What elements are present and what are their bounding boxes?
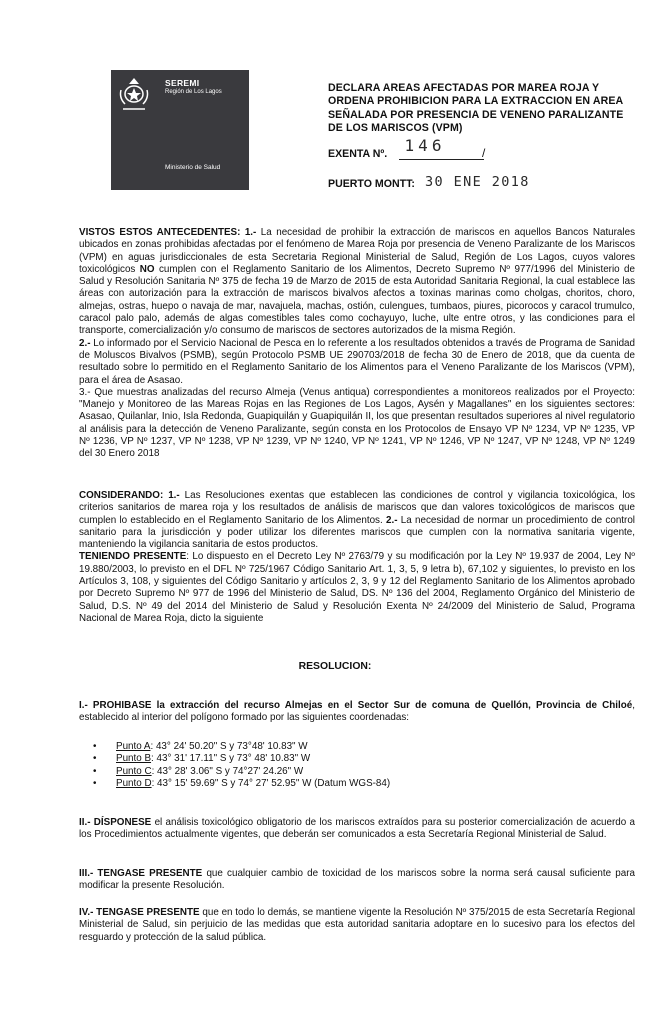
article-i-heading: I.- PROHIBASE la extracción del recurso Almejas en el Sector Sur de comuna de Quellón, Provincia de Chiloé bbox=[79, 700, 633, 711]
exenta-number: 146 bbox=[404, 136, 446, 155]
point-coords: : 43° 15' 59.69" S y 74° 27' 52.95" W (Datum WGS-84) bbox=[151, 777, 391, 789]
article-ii-text: el análisis toxicológico obligatorio de los mariscos extraídos para su posterior comercialización de acuerdo a los Procedimientos actualmente vigentes, que deberán ser comunicados a esta Secretaría Regional Ministerial de Salud. bbox=[79, 817, 635, 841]
article-iii-text: que cualquier cambio de toxicidad de los mariscos sobre la norma será causal suficiente para modificar la presente Resolución. bbox=[79, 868, 635, 892]
vistos-p2-number: 2.- bbox=[79, 337, 91, 349]
teniendo-text: : Lo dispuesto en el Decreto Ley Nº 2763/79 y su modificación por la Ley Nº 19.937 de 2004, Ley Nº 19.880/2003, lo previsto en el DFL Nº 725/1967 Código Sanitario Art. 1, 3, 5, 9 letra b), 67,102 y siguientes, lo previsto en los Artículos 3, 108, y siguientes del Código Sanitario y artículos 2, 3, 9 y 12 del Reglamento Sanitario de los Alimentos aprobado por Decreto Supremo Nº 977 de 1996 del Ministerio de Salud, DS. Nº 136 del 2004, Reglamento Orgánico del Ministerio de Salud, D.S. Nº 49 del 2014 del Ministerio de Salud y Resolución Exenta Nº 24/2009 del Ministerio de Salud, Programa Nacional de Marea Roja, dicto la siguiente bbox=[79, 551, 635, 624]
place-label: PUERTO MONTT: bbox=[328, 178, 415, 190]
vistos-section bbox=[79, 227, 635, 461]
considerando-section bbox=[79, 490, 635, 625]
point-coords: : 43° 24' 50.20" S y 73°48' 10.83" W bbox=[150, 741, 308, 752]
logo-ministerio-text: Ministerio de Salud bbox=[165, 164, 221, 171]
vistos-paragraph-1 bbox=[79, 227, 635, 338]
vistos-heading: VISTOS ESTOS ANTECEDENTES: 1.- bbox=[79, 227, 257, 238]
point-name: Punto D bbox=[116, 777, 152, 789]
considerando-text-b: La necesidad de normar un procedimiento de control sanitario para la jurisdicción y poder utilizar los diferentes mariscos que cumplen con la normativa sanitaria vigente, manteniendo la vigilancia sanitaria de estos productos. bbox=[79, 514, 635, 551]
point-name: Punto B bbox=[116, 753, 152, 765]
considerando-text-a: Las Resoluciones exentas que establecen las condiciones de control y vigilancia toxicológica, los criterios sanitarios de marea roja y los resultados de análisis de mariscos que dan valores toxicológicos de mariscos que cumplen lo establecido en el Reglamento Sanitario de los Alimentos. bbox=[79, 490, 635, 526]
list-item bbox=[79, 741, 390, 753]
point-coords: : 43° 28' 3.06" S y 74°27' 24.26" W bbox=[151, 765, 304, 777]
exenta-slash: / bbox=[482, 146, 486, 160]
exenta-label: EXENTA Nº. bbox=[328, 148, 388, 160]
coat-of-arms-icon bbox=[117, 76, 151, 114]
exenta-number-field bbox=[328, 137, 628, 165]
article-ii bbox=[79, 817, 635, 842]
vistos-paragraph-2 bbox=[79, 338, 635, 387]
article-iii bbox=[79, 868, 635, 893]
article-iv-text: que en todo lo demás, se mantiene vigente la Resolución Nº 375/2015 de esta Secretaría Regional Ministerial de Salud, sin perjuicio de las medidas que esta autoridad sanitaria adoptare en lo sucesivo para los efectos del resguardo y protección de la salud pública. bbox=[79, 907, 636, 943]
considerando-paragraph bbox=[79, 490, 635, 551]
article-i-text: , establecido al interior del polígono formado por las siguientes coordenadas: bbox=[79, 700, 635, 724]
teniendo-heading: TENIENDO PRESENTE bbox=[79, 551, 187, 563]
seremi-logo bbox=[111, 70, 249, 190]
date-stamp: 30 ENE 2018 bbox=[425, 174, 530, 190]
list-item bbox=[79, 766, 390, 778]
exenta-underline bbox=[399, 159, 484, 160]
article-iii-heading: III.- TENGASE PRESENTE bbox=[79, 868, 203, 879]
document-title: DECLARA AREAS AFECTADAS POR MAREA ROJA Y ORDENA PROHIBICION PARA LA EXTRACCION EN AREA SEÑALADA POR PRESENCIA DE VENENO PARALIZANTE DE LOS MARISCOS (VPM) bbox=[328, 82, 624, 134]
article-iv bbox=[79, 907, 635, 944]
vistos-p2-text: Lo informado por el Servicio Nacional de Pesca en lo referente a los resultados obtenidos a través de Programa de Sanidad de Moluscos Bivalvos (PSMB), según Protocolo PSMB UE 290703/2018 de fecha 30 de Enero de 2018, que da cuenta de resultado sobre lo permitido en el Reglamento Sanitario de los Alimentos para el Veneno Paralizante de los Mariscos (VPM), para el área de Asasao. bbox=[79, 337, 635, 386]
point-name: Punto C bbox=[116, 765, 152, 777]
point-coords: : 43° 31' 17.11" S y 73° 48' 10.83" W bbox=[151, 753, 311, 765]
point-name: Punto A bbox=[116, 741, 151, 752]
vistos-p1-text: La necesidad de prohibir la extracción de mariscos en aquellos Bancos Naturales ubicados en zonas prohibidas afectadas por el fenómeno de Marea Roja por presencia de Veneno Paralizante de los Mariscos (VPM) en aguas jurisdiccionales de esta Secretaria Regional Ministerial de Salud, Región de Los Lagos, cuyos valores toxicológicos bbox=[79, 227, 635, 275]
vistos-p1-no: NO bbox=[139, 263, 155, 275]
list-item bbox=[79, 778, 390, 790]
article-iv-heading: IV.- TENGASE PRESENTE bbox=[79, 907, 200, 918]
logo-seremi-text: SEREMI bbox=[165, 78, 200, 88]
considerando-heading: CONSIDERANDO: 1.- bbox=[79, 490, 180, 501]
resolucion-heading: RESOLUCION: bbox=[298, 661, 372, 672]
article-ii-heading: II.- DÍSPONESE bbox=[79, 817, 152, 828]
vistos-paragraph-3: 3.- Que muestras analizadas del recurso Almeja (Venus antiqua) correspondientes a monitoreos realizados por el Proyecto: "Manejo y Monitoreo de las Mareas Rojas en las Regiones de Los Lagos, Aysén y Magallanes" en los siguientes sectores: Asasao, Quilanlar, Inio, Isla Redonda, Guapiquilán y Guapiquilán II, los que presentan resultados superiores al nivel regulatorio al análisis para la detección de Veneno Paralizante, según consta en los Protocolos de Ensayo VP Nº 1234, VP Nº 1235, VP Nº 1236, VP Nº 1237, VP Nº 1238, VP Nº 1239, VP Nº 1240, VP Nº 1241, VP Nº 1246, VP Nº 1247, VP Nº 1248, VP Nº 1249 del 30 Enero 2018 bbox=[79, 386, 635, 460]
teniendo-paragraph bbox=[79, 551, 635, 625]
coordinates-list bbox=[79, 741, 390, 790]
logo-region-text: Región de Los Lagos bbox=[165, 89, 222, 95]
article-i bbox=[79, 700, 635, 725]
place-date bbox=[328, 174, 628, 194]
considerando-num-2: 2.- bbox=[385, 514, 398, 526]
list-item bbox=[79, 753, 390, 765]
vistos-p1-text-b: cumplen con el Reglamento Sanitario de los Alimentos, Decreto Supremo Nº 977/1996 del Ministerio de Salud y Resolución Sanitaria Nº 375 de fecha 19 de Marzo de 2015 de esta Autoridad Sanitaria Regional, la cual establece las áreas con autorización para la extracción de mariscos bivalvos afectos a toxinas marinas como cholgas, choritos, choro, almejas, ostras, huepo o navaja de mar, navajuela, machas, ostión, culengues, tumbaos, piures, picorocos y caracol trumulco, caracol palo palo, además de algas comestibles tales como cochayuyo, luche, ulte entre otros, y las condiciones para el transporte, comercialización y/o consumo de mariscos de sectores autorizados de la misma Región. bbox=[79, 263, 636, 337]
